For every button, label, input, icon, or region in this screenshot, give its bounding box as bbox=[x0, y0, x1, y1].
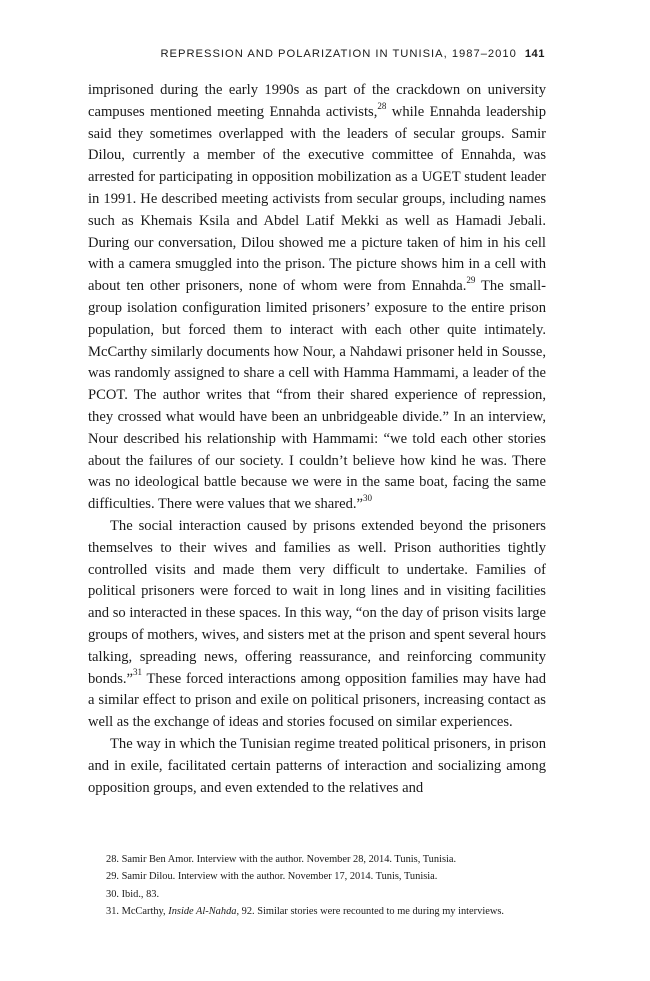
body-text bbox=[88, 80, 546, 799]
text-run: The way in which the Tunisian regime treated political prisoners, in prison and in exile, facilitated certain patterns of interaction and socializing among opposition groups, and even extended to the relatives and bbox=[88, 735, 546, 796]
footnote-31 bbox=[88, 903, 546, 920]
footnote-28 bbox=[88, 851, 546, 868]
text-run: 29. Samir Dilou. Interview with the author. November 17, 2014. Tunis, Tunisia. bbox=[106, 871, 438, 883]
paragraph-2 bbox=[88, 516, 546, 734]
text-run: 28. Samir Ben Amor. Interview with the author. November 28, 2014. Tunis, Tunisia. bbox=[106, 854, 457, 865]
paragraph-1 bbox=[88, 80, 546, 516]
paragraph-3 bbox=[88, 734, 546, 799]
text-run: , 92. Similar stories were recounted to me during my interviews. bbox=[236, 906, 504, 918]
text-run: The small-group isolation configuration limited prisoners’ exposure to the entire prison population, but forced them to interact with each other quite intimately. McCarthy similarly documents how Nour, a Nahdawi prisoner held in Sousse, was randomly assigned to share a cell with Hamma Hammami, a leader of the PCOT. The author writes that “from their shared experience of repression, they crossed what would have been an unbridgeable divide.” In an interview, Nour described his relationship with Hammami: “we told each other stories about the failures of our society. I couldn’t believe how kind he was. There was no ideological battle because we were in the same boat, facing the same difficulties. There were values that we shared.” bbox=[88, 278, 546, 513]
footnote-ref: 29 bbox=[466, 274, 476, 285]
footnote-ref: 30 bbox=[363, 492, 373, 503]
footnote-ref: 31 bbox=[133, 667, 143, 678]
footnote-29 bbox=[88, 868, 546, 885]
running-title: REPRESSION AND POLARIZATION IN TUNISIA, 1987–2010 bbox=[160, 48, 517, 60]
text-run: These forced interactions among opposition families may have had a similar effect to prison and exile on political prisoners, increasing contact as well as the exchange of ideas and stories focused on similar experiences. bbox=[88, 670, 546, 731]
footnotes bbox=[88, 851, 546, 921]
text-run: while Ennahda leadership said they sometimes overlapped with the leaders of secular groups. Samir Dilou, currently a member of the executive committee of Ennahda, was arrested for participating in opposition mobilization as a UGET student leader in 1991. He described meeting activists from secular groups, including names such as Khemais Ksila and Abdel Latif Mekki as well as Hamadi Jebali. During our conversation, Dilou showed me a picture taken of him in his cell with a camera smuggled into the prison. The picture shows him in a cell with about ten other prisoners, none of whom were from Ennahda. bbox=[88, 103, 546, 295]
text-run: imprisoned during the early 1990s as part of the crackdown on university campuses mentioned meeting Ennahda activists, bbox=[88, 82, 546, 120]
footnote-30 bbox=[88, 886, 546, 903]
page-number: 141 bbox=[524, 48, 545, 60]
running-head bbox=[150, 48, 545, 60]
text-run: 30. Ibid., 83. bbox=[106, 888, 160, 900]
italic-title: Inside Al-Nahda bbox=[168, 906, 237, 918]
footnote-ref: 28 bbox=[377, 100, 387, 111]
text-run: 31. McCarthy, bbox=[106, 906, 169, 918]
text-run: The social interaction caused by prisons extended beyond the prisoners themselves to their wives and families as well. Prison authorities tightly controlled visits and made them very difficult to undertake. Families of political prisoners were forced to wait in long lines and in visiting facilities and so interacted in these spaces. In this way, “on the day of prison visits large groups of mothers, wives, and sisters met at the prison and spent several hours talking, spreading news, offering reassurance, and reinforcing community bonds.” bbox=[88, 517, 546, 687]
